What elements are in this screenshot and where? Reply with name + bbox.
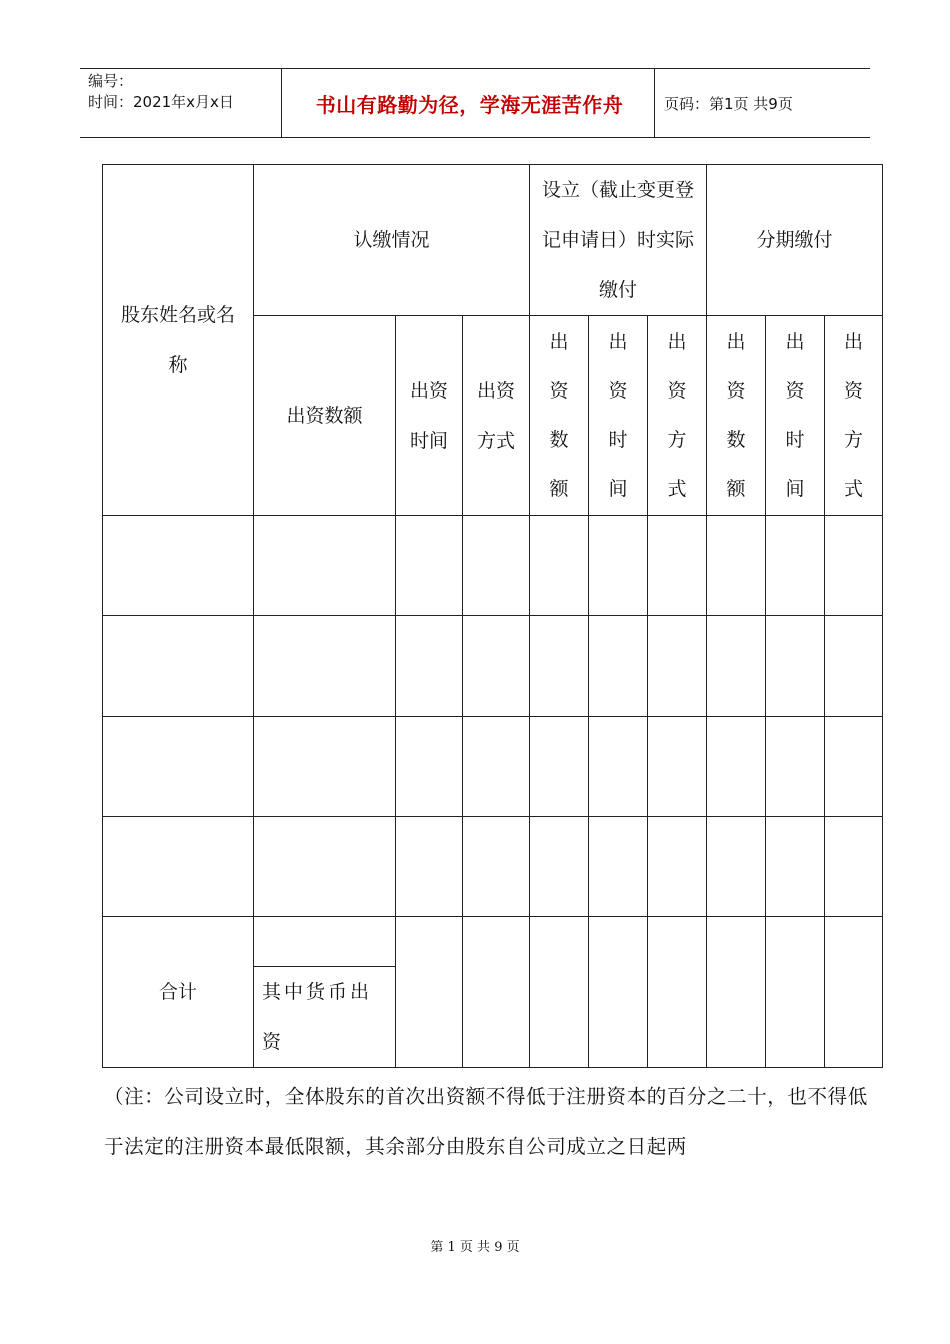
table-cell[interactable] — [254, 817, 396, 917]
paid-method-header — [648, 316, 707, 516]
table-row — [103, 516, 883, 616]
document-header — [80, 68, 870, 138]
table-row — [103, 616, 883, 717]
table-cell[interactable] — [707, 817, 766, 917]
table-cell[interactable] — [589, 717, 648, 817]
table-cell[interactable] — [825, 717, 883, 817]
table-cell[interactable] — [463, 817, 530, 917]
table-cell[interactable] — [396, 917, 463, 1068]
table-cell[interactable] — [707, 616, 766, 717]
table-cell[interactable] — [463, 917, 530, 1068]
note-paragraph: （注：公司设立时，全体股东的首次出资额不得低于注册资本的百分之二十，也不得低于法定的注册资本最低限额，其余部分由股东自公司成立之日起两 — [104, 1085, 868, 1158]
inst-time-text: 出资时间 — [785, 330, 805, 500]
table-cell[interactable] — [648, 516, 707, 616]
table-cell[interactable] — [530, 917, 589, 1068]
table-cell[interactable] — [589, 516, 648, 616]
table-cell[interactable] — [396, 817, 463, 917]
table-cell[interactable] — [396, 717, 463, 817]
table-cell[interactable] — [766, 516, 825, 616]
sub-time-text: 出资时间 — [409, 379, 448, 452]
table-cell[interactable] — [463, 516, 530, 616]
contribution-table — [102, 164, 883, 1068]
inst-method-text: 出资方式 — [843, 330, 863, 500]
table-cell[interactable] — [766, 717, 825, 817]
installment-header: 分期缴付 — [707, 165, 883, 316]
table-cell[interactable] — [589, 817, 648, 917]
sub-time-header — [396, 316, 463, 516]
table-cell[interactable] — [463, 616, 530, 717]
number-label: 编号： — [88, 72, 134, 90]
table-cell[interactable] — [648, 917, 707, 1068]
table-cell[interactable] — [648, 616, 707, 717]
header-meta — [88, 71, 234, 113]
monetary-label-cell — [254, 967, 396, 1068]
table-cell[interactable] — [707, 717, 766, 817]
table-cell[interactable] — [707, 917, 766, 1068]
table-cell[interactable] — [648, 717, 707, 817]
paid-amount-text: 出资数额 — [549, 330, 569, 500]
table-cell[interactable] — [396, 616, 463, 717]
paid-time-header — [589, 316, 648, 516]
table-cell[interactable] — [825, 917, 883, 1068]
table-cell[interactable] — [589, 616, 648, 717]
table-cell[interactable] — [530, 516, 589, 616]
inst-amount-text: 出资数额 — [726, 330, 746, 500]
inst-method-header — [825, 316, 883, 516]
monetary-label: 其中货币出资 — [262, 981, 373, 1053]
table-cell[interactable] — [254, 717, 396, 817]
table-cell[interactable] — [530, 817, 589, 917]
subscribed-header: 认缴情况 — [254, 165, 530, 316]
table-cell[interactable] — [825, 817, 883, 917]
paid-time-text: 出资时间 — [608, 330, 628, 500]
table-cell[interactable] — [103, 616, 254, 717]
table-cell[interactable] — [103, 516, 254, 616]
total-label: 合计 — [103, 917, 254, 1068]
paid-header — [530, 165, 707, 316]
page-footer: 第 1 页 共 9 页 — [430, 1240, 520, 1255]
paid-header-text: 设立（截止变更登记申请日）时实际缴付 — [541, 179, 694, 301]
paid-amount-header — [530, 316, 589, 516]
table-cell[interactable] — [825, 616, 883, 717]
header-motto: 书山有路勤为径，学海无涯苦作舟 — [315, 92, 624, 117]
table-cell[interactable] — [103, 817, 254, 917]
table-row — [103, 717, 883, 817]
table-cell[interactable] — [825, 516, 883, 616]
inst-time-header — [766, 316, 825, 516]
sub-amount-header: 出资数额 — [254, 316, 396, 516]
table-cell[interactable] — [766, 616, 825, 717]
table-cell[interactable] — [707, 516, 766, 616]
table-cell[interactable] — [766, 917, 825, 1068]
table-cell[interactable] — [254, 616, 396, 717]
header-divider — [281, 69, 282, 137]
table-cell[interactable] — [463, 717, 530, 817]
table-cell[interactable] — [530, 717, 589, 817]
sub-method-header — [463, 316, 530, 516]
table-cell[interactable] — [530, 616, 589, 717]
table-cell[interactable] — [103, 717, 254, 817]
table-cell[interactable] — [254, 516, 396, 616]
header-divider — [654, 69, 655, 137]
table-cell[interactable] — [766, 817, 825, 917]
paid-method-text: 出资方式 — [667, 330, 687, 500]
time-label: 时间：2021年x月x日 — [88, 93, 234, 111]
table-cell[interactable] — [396, 516, 463, 616]
sub-method-text: 出资方式 — [476, 379, 515, 452]
shareholder-header — [103, 165, 254, 516]
table-cell[interactable] — [648, 817, 707, 917]
table-row — [103, 817, 883, 917]
total-row — [103, 917, 883, 967]
table-cell[interactable] — [589, 917, 648, 1068]
total-amount-cell[interactable] — [254, 917, 396, 967]
inst-amount-header — [707, 316, 766, 516]
header-page-info: 页码：第1页 共9页 — [664, 94, 793, 113]
shareholder-header-text: 股东姓名或名称 — [120, 304, 235, 376]
header-row — [103, 165, 883, 316]
